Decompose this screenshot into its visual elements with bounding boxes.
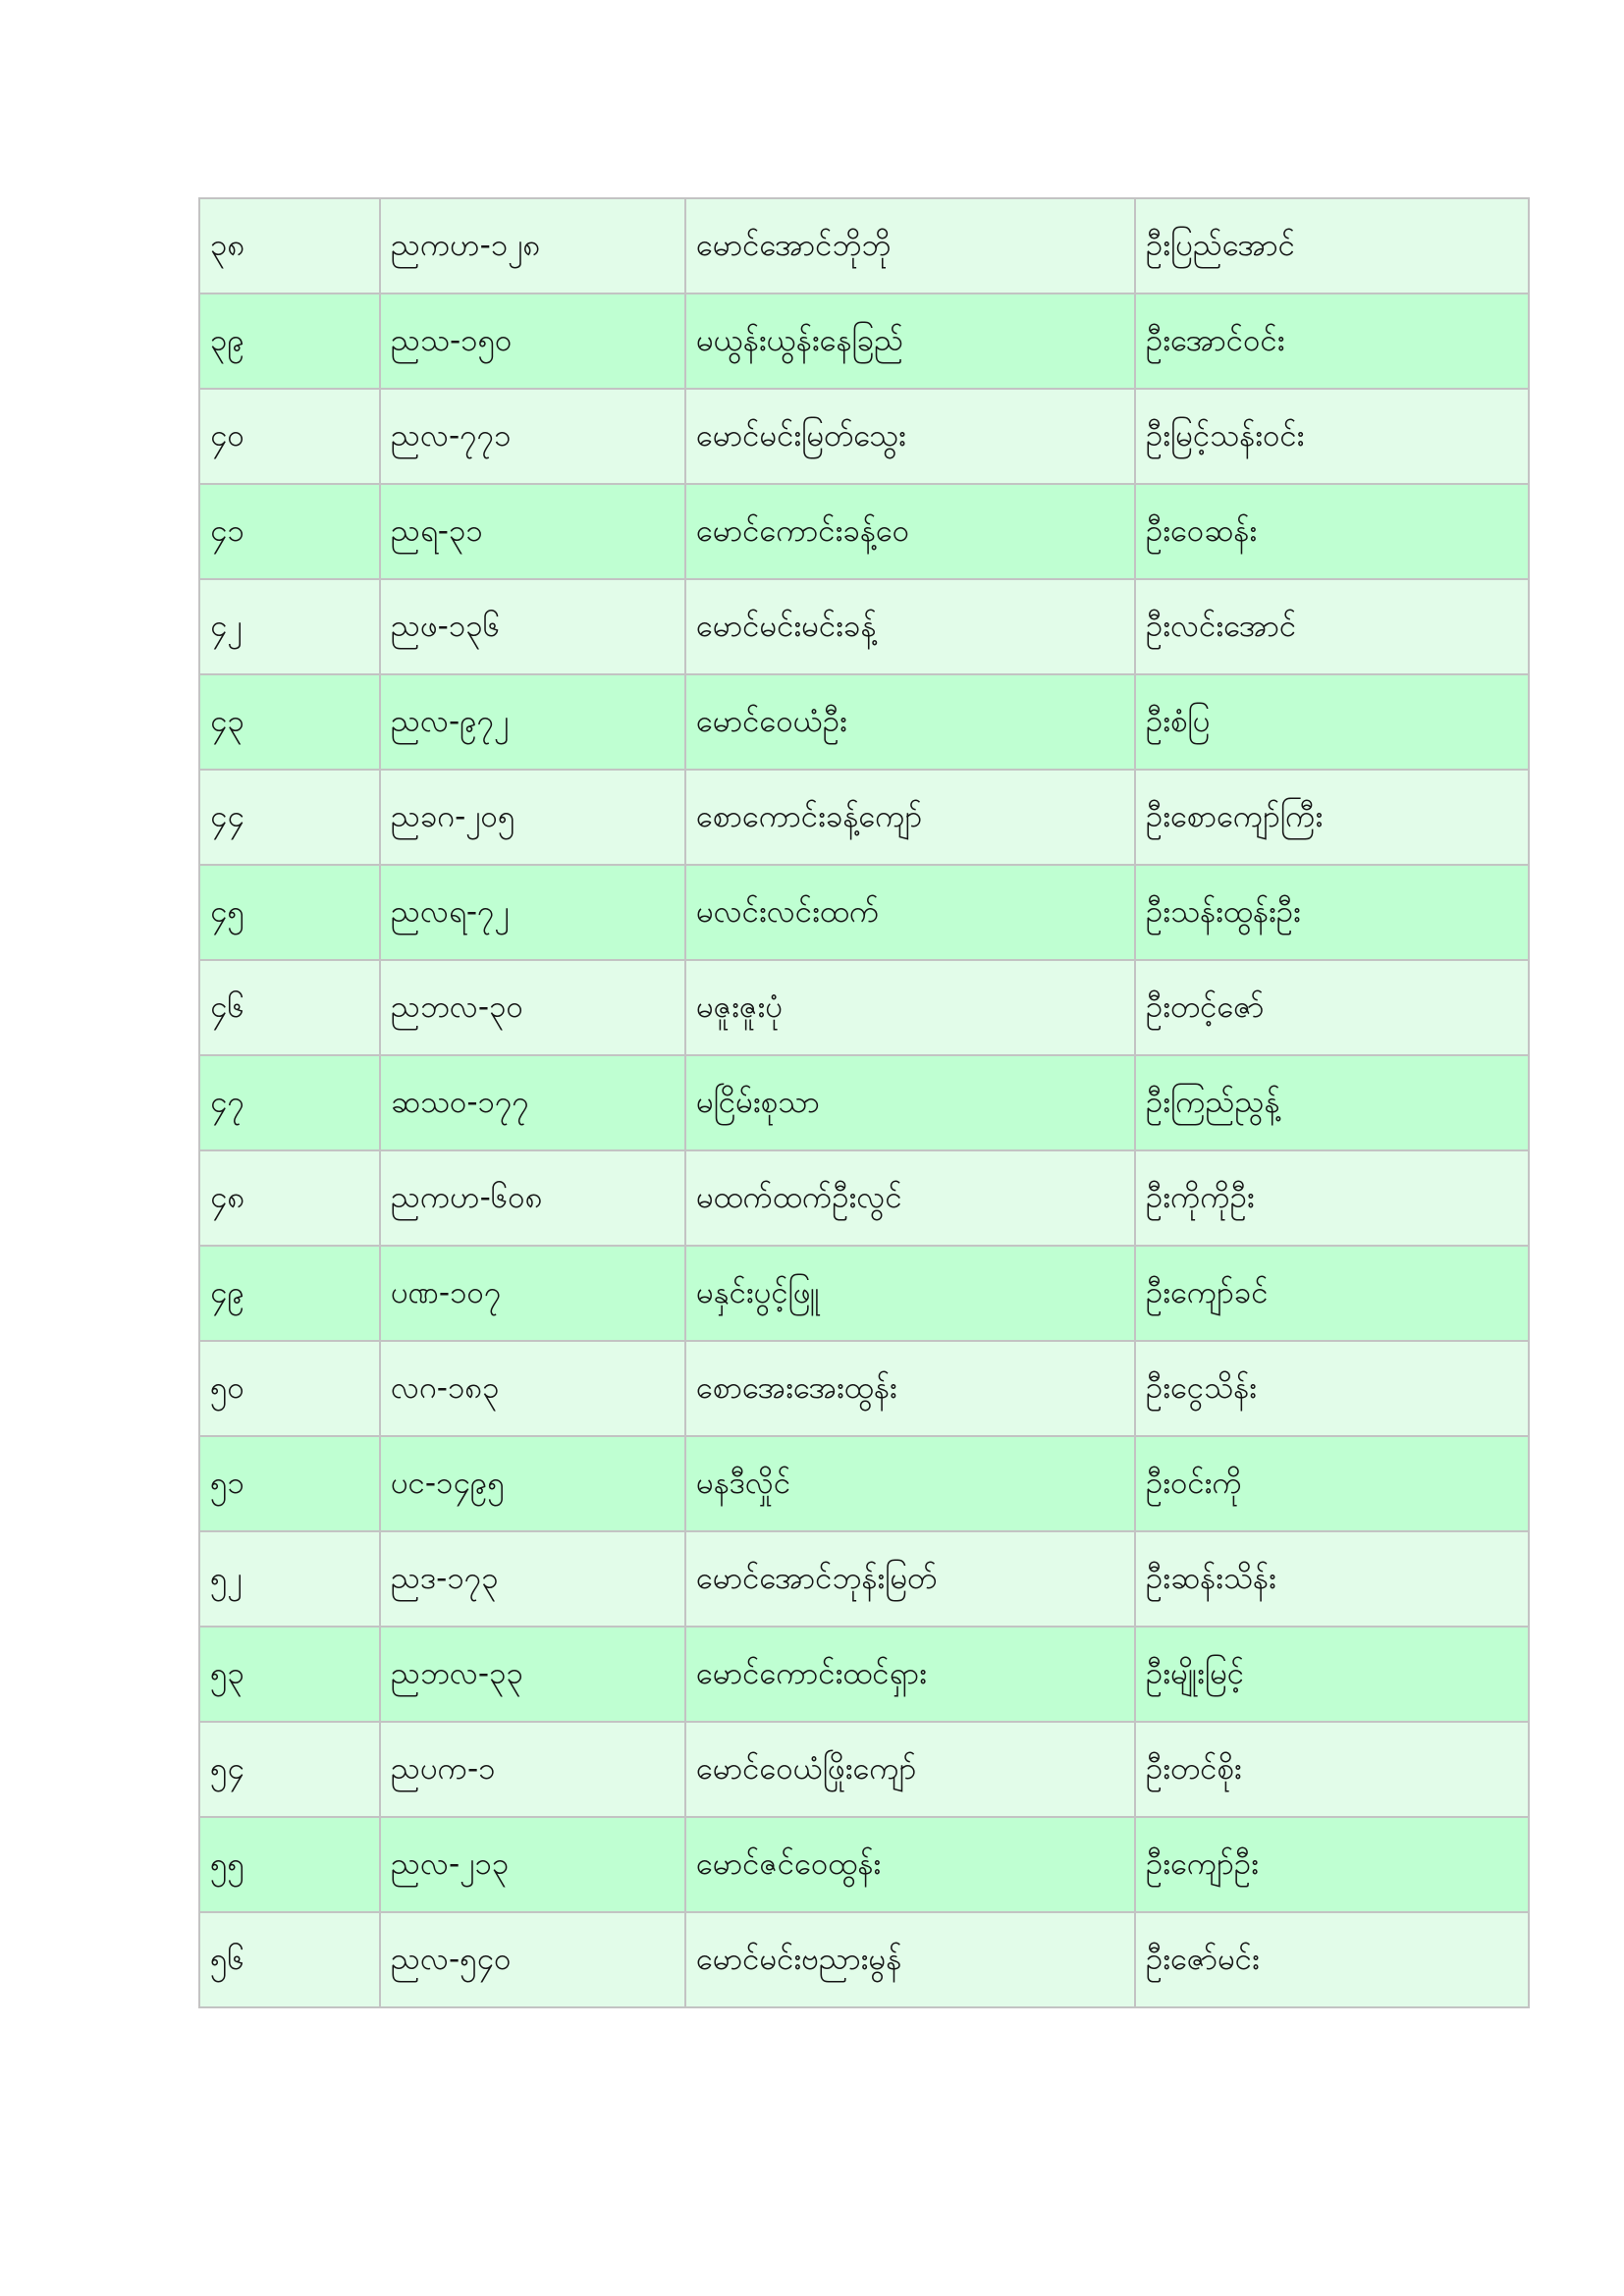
serial-number-cell: ၅၁ bbox=[199, 1436, 380, 1531]
student-name-cell: မောင်ဝေယံဦး bbox=[685, 674, 1135, 770]
serial-number-cell: ၄၃ bbox=[199, 674, 380, 770]
serial-number-cell: ၄၉ bbox=[199, 1246, 380, 1341]
student-name-cell: မငြိမ်းစုသာ bbox=[685, 1055, 1135, 1150]
table-row bbox=[199, 770, 1529, 865]
serial-number-cell: ၄၅ bbox=[199, 865, 380, 960]
nrc-number-cell: ညလ-၅၄၀ bbox=[380, 1912, 685, 2007]
table-row bbox=[199, 1627, 1529, 1722]
student-name-cell: မလင်းလင်းထက် bbox=[685, 865, 1135, 960]
father-name-cell: ဦးလင်းအောင် bbox=[1135, 579, 1529, 674]
nrc-number-cell: ညကဟ-၁၂၈ bbox=[380, 198, 685, 294]
student-name-cell: မောင်အောင်ဘိုဘို bbox=[685, 198, 1135, 294]
father-name-cell: ဦးမျိုးမြင့် bbox=[1135, 1627, 1529, 1722]
nrc-number-cell: ညဒ-၁၇၃ bbox=[380, 1531, 685, 1627]
nrc-number-cell: ညကဟ-၆၀၈ bbox=[380, 1150, 685, 1246]
student-name-cell: မနဒီလှိုင် bbox=[685, 1436, 1135, 1531]
table-row bbox=[199, 1722, 1529, 1817]
father-name-cell: ဦးစံပြ bbox=[1135, 674, 1529, 770]
father-name-cell: ဦးဝေဆန်း bbox=[1135, 484, 1529, 579]
serial-number-cell: ၄၀ bbox=[199, 389, 380, 484]
serial-number-cell: ၄၆ bbox=[199, 960, 380, 1055]
records-table bbox=[198, 197, 1530, 2008]
nrc-number-cell: ညလ-၂၁၃ bbox=[380, 1817, 685, 1912]
serial-number-cell: ၃၉ bbox=[199, 294, 380, 389]
student-name-cell: မယွန်းယွန်းနေခြည် bbox=[685, 294, 1135, 389]
student-name-cell: မောင်ဝေယံဖြိုးကျော် bbox=[685, 1722, 1135, 1817]
serial-number-cell: ၅၀ bbox=[199, 1341, 380, 1436]
nrc-number-cell: ညရ-၃၁ bbox=[380, 484, 685, 579]
student-name-cell: မနှင်းပွင့်ဖြူ bbox=[685, 1246, 1135, 1341]
nrc-number-cell: ညလ-၇၇၁ bbox=[380, 389, 685, 484]
serial-number-cell: ၅၂ bbox=[199, 1531, 380, 1627]
table-row bbox=[199, 484, 1529, 579]
table-row bbox=[199, 389, 1529, 484]
table-row bbox=[199, 960, 1529, 1055]
student-name-cell: မောင်ဇင်ဝေထွန်း bbox=[685, 1817, 1135, 1912]
father-name-cell: ဦးတင်စိုး bbox=[1135, 1722, 1529, 1817]
serial-number-cell: ၅၃ bbox=[199, 1627, 380, 1722]
father-name-cell: ဦးဝင်းကို bbox=[1135, 1436, 1529, 1531]
father-name-cell: ဦးအောင်ဝင်း bbox=[1135, 294, 1529, 389]
serial-number-cell: ၅၅ bbox=[199, 1817, 380, 1912]
student-name-cell: မောင်မင်းဗညားမွန် bbox=[685, 1912, 1135, 2007]
serial-number-cell: ၃၈ bbox=[199, 198, 380, 294]
father-name-cell: ဦးသန်းထွန်းဦး bbox=[1135, 865, 1529, 960]
nrc-number-cell: ညခဂ-၂၀၅ bbox=[380, 770, 685, 865]
table-row bbox=[199, 1341, 1529, 1436]
student-name-cell: မောင်မင်းမြတ်သွေး bbox=[685, 389, 1135, 484]
serial-number-cell: ၄၇ bbox=[199, 1055, 380, 1150]
serial-number-cell: ၄၄ bbox=[199, 770, 380, 865]
serial-number-cell: ၅၄ bbox=[199, 1722, 380, 1817]
student-name-cell: မောင်ကောင်းထင်ရှား bbox=[685, 1627, 1135, 1722]
table-row bbox=[199, 1246, 1529, 1341]
serial-number-cell: ၄၈ bbox=[199, 1150, 380, 1246]
student-name-cell: စောကောင်းခန့်ကျော် bbox=[685, 770, 1135, 865]
table-row bbox=[199, 198, 1529, 294]
serial-number-cell: ၄၁ bbox=[199, 484, 380, 579]
father-name-cell: ဦးကြည်ညွန့် bbox=[1135, 1055, 1529, 1150]
nrc-number-cell: ပင-၁၄၉၅ bbox=[380, 1436, 685, 1531]
father-name-cell: ဦးကျော်ခင် bbox=[1135, 1246, 1529, 1341]
father-name-cell: ဦးပြည်အောင် bbox=[1135, 198, 1529, 294]
father-name-cell: ဦးကျော်ဦး bbox=[1135, 1817, 1529, 1912]
father-name-cell: ဦးငွေသိန်း bbox=[1135, 1341, 1529, 1436]
nrc-number-cell: ညပက-၁ bbox=[380, 1722, 685, 1817]
table-row bbox=[199, 674, 1529, 770]
table-row bbox=[199, 1055, 1529, 1150]
student-name-cell: မောင်မင်းမင်းခန့် bbox=[685, 579, 1135, 674]
records-table-body bbox=[199, 198, 1529, 2007]
nrc-number-cell: ပဏ-၁၀၇ bbox=[380, 1246, 685, 1341]
table-row bbox=[199, 1436, 1529, 1531]
father-name-cell: ဦးမြင့်သန်းဝင်း bbox=[1135, 389, 1529, 484]
table-row bbox=[199, 579, 1529, 674]
table-row bbox=[199, 294, 1529, 389]
father-name-cell: ဦးကိုကိုဦး bbox=[1135, 1150, 1529, 1246]
father-name-cell: ဦးဆန်းသိန်း bbox=[1135, 1531, 1529, 1627]
serial-number-cell: ၄၂ bbox=[199, 579, 380, 674]
student-name-cell: မဇူးဇူးပုံ bbox=[685, 960, 1135, 1055]
serial-number-cell: ၅၆ bbox=[199, 1912, 380, 2007]
father-name-cell: ဦးစောကျော်ကြီး bbox=[1135, 770, 1529, 865]
student-name-cell: မထက်ထက်ဦးလွင် bbox=[685, 1150, 1135, 1246]
nrc-number-cell: ညလ-၉၇၂ bbox=[380, 674, 685, 770]
nrc-number-cell: ညဖ-၁၃၆ bbox=[380, 579, 685, 674]
nrc-number-cell: ညလရ-၇၂ bbox=[380, 865, 685, 960]
student-name-cell: မောင်ကောင်းခန့်ဝေ bbox=[685, 484, 1135, 579]
nrc-number-cell: ညသ-၁၅၀ bbox=[380, 294, 685, 389]
father-name-cell: ဦးဇော်မင်း bbox=[1135, 1912, 1529, 2007]
nrc-number-cell: ညဘလ-၃၃ bbox=[380, 1627, 685, 1722]
table-row bbox=[199, 1912, 1529, 2007]
nrc-number-cell: ဆသဝ-၁၇၇ bbox=[380, 1055, 685, 1150]
table-row bbox=[199, 1817, 1529, 1912]
nrc-number-cell: လဂ-၁၈၃ bbox=[380, 1341, 685, 1436]
father-name-cell: ဦးတင့်ဇော် bbox=[1135, 960, 1529, 1055]
student-name-cell: စောအေးအေးထွန်း bbox=[685, 1341, 1135, 1436]
table-row bbox=[199, 1531, 1529, 1627]
table-row bbox=[199, 1150, 1529, 1246]
student-name-cell: မောင်အောင်ဘုန်းမြတ် bbox=[685, 1531, 1135, 1627]
table-row bbox=[199, 865, 1529, 960]
nrc-number-cell: ညဘလ-၃၀ bbox=[380, 960, 685, 1055]
